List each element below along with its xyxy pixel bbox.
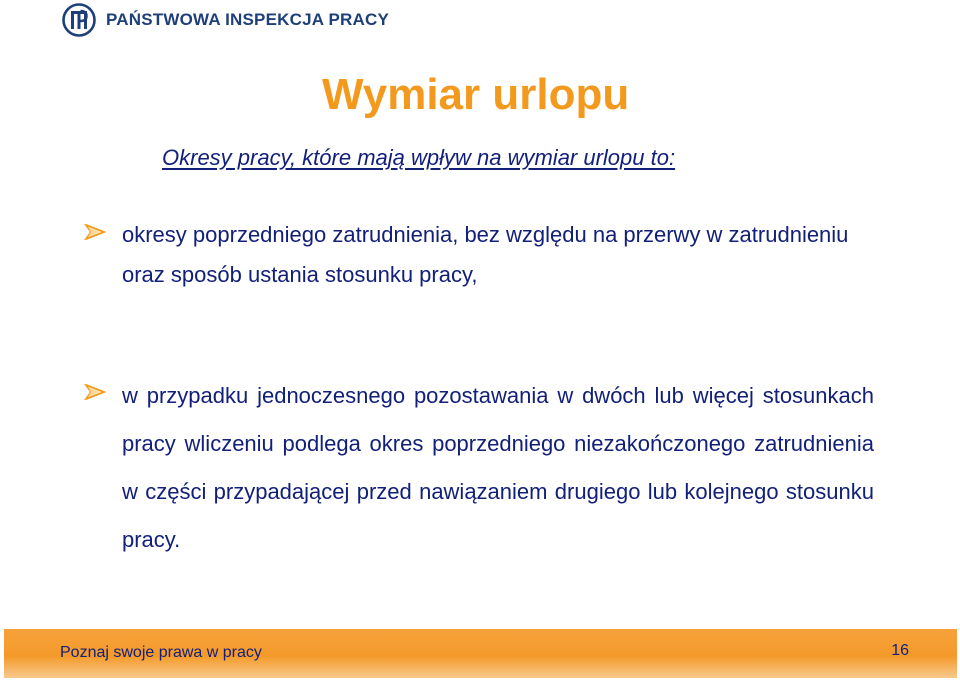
slide-subtitle: Okresy pracy, które mają wpływ na wymiar urlopu to: bbox=[162, 145, 676, 170]
arrowhead-bullet-icon bbox=[84, 384, 106, 400]
footer-text: Poznaj swoje prawa w pracy bbox=[60, 644, 262, 661]
pip-emblem-icon bbox=[62, 3, 96, 37]
bullet-text: okresy poprzedniego zatrudnienia, bez względu na przerwy w zatrudnieniu oraz sposób ustania stosunku pracy, bbox=[122, 222, 849, 287]
bullet-text: w przypadku jednoczesnego pozostawania w dwóch lub więcej stosunkach pracy wliczeniu podlega okres poprzedniego niezakończonego zatrudnienia w części przypadającej przed nawiązaniem drugiego lub kolejnego stosunku pracy. bbox=[122, 383, 874, 552]
bullet-item bbox=[84, 215, 874, 295]
arrowhead-bullet-icon bbox=[84, 224, 106, 240]
footer-bar bbox=[4, 629, 957, 678]
logo-text: PAŃSTWOWA INSPEKCJA PRACY bbox=[106, 10, 390, 29]
slide-title: Wymiar urlopu bbox=[322, 70, 630, 119]
bullet-item bbox=[84, 372, 874, 564]
header-logo bbox=[62, 2, 389, 38]
page-number: 16 bbox=[891, 642, 909, 659]
